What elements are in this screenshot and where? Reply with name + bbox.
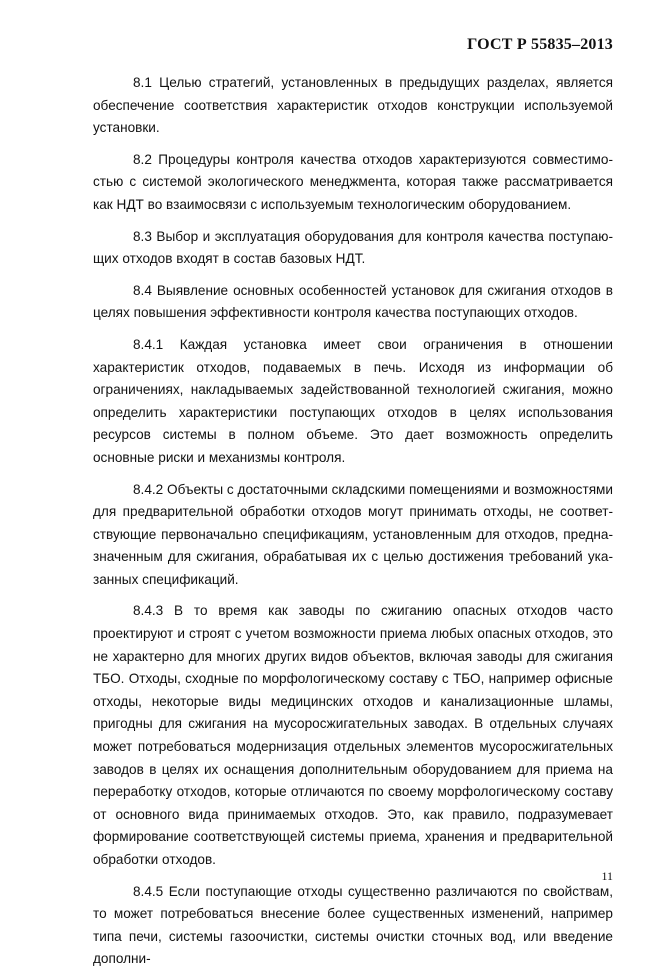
document-body <box>93 72 613 971</box>
paragraph-8-3: 8.3 Выбор и эксплуатация оборудования для контроля качества поступающих отходов входят в состав базовых НДТ. <box>93 228 613 267</box>
standard-code: ГОСТ Р 55835–2013 <box>467 36 613 53</box>
paragraph-8-1: 8.1 Целью стратегий, установленных в предыдущих разделах, является обеспечение соответствия характеристик отходов конструкции используемой установки. <box>93 75 613 136</box>
page-number: 11 <box>601 869 613 883</box>
document-header <box>467 36 613 54</box>
paragraph-8-4-3: 8.4.3 В то время как заводы по сжиганию опасных отходов часто проектируют и строят с учетом возможности приема любых опасных отходов, это не характерно для многих других видов объектов, включая заводы для сжигания ТБО. Отходы, сходные по морфологическому составу с ТБО, например офисные отходы, некоторые виды медицинских отходов и канализационные шламы, пригодны для сжигания на мусоросжигательных заводах. В отдельных случаях может потребоваться модернизация отдельных элементов мусоросжигательных заводов в целях их оснащения дополнительным оборудованием для приема на переработку отходов, которые отличаются по своему морфологическому составу от основного вида принимаемых отходов. Это, как правило, подразумевает формирование соответствующей системы приема, хранения и предварительной обработки отходов. <box>93 603 613 867</box>
paragraph-8-4: 8.4 Выявление основных особенностей установок для сжигания отходов в целях повышения эффективности контроля качества поступающих отходов. <box>93 282 613 321</box>
paragraph-8-2: 8.2 Процедуры контроля качества отходов характеризуются совместимостью с системой экологического менеджмента, которая также рассматривается как НДТ во взаимосвязи с используемым технологическим оборудованием. <box>93 151 613 212</box>
paragraph-8-4-1: 8.4.1 Каждая установка имеет свои ограничения в отношении характеристик отходов, подаваемых в печь. Исходя из информации об ограничениях, накладываемых задействованной технологией сжигания, можно определить характеристики поступающих отходов в целях использования ресурсов системы в полном объеме. Это дает возможность определить основные риски и механизмы контроля. <box>93 336 613 465</box>
paragraph-8-4-5: 8.4.5 Если поступающие отходы существенно различаются по свойствам, то может потребоваться внесение более существенных изменений, например типа печи, системы газоочистки, системы очистки сточных вод, или введение дополни- <box>93 883 613 967</box>
paragraph-8-4-2: 8.4.2 Объекты с достаточными складскими помещениями и возможностями для предварительной обработки отходов могут принимать отходы, не соответствующие первоначально спецификациям, установленным для отходов, предназначенным для сжигания, обрабатывая их с целью достижения требований указанных спецификаций. <box>93 481 613 587</box>
